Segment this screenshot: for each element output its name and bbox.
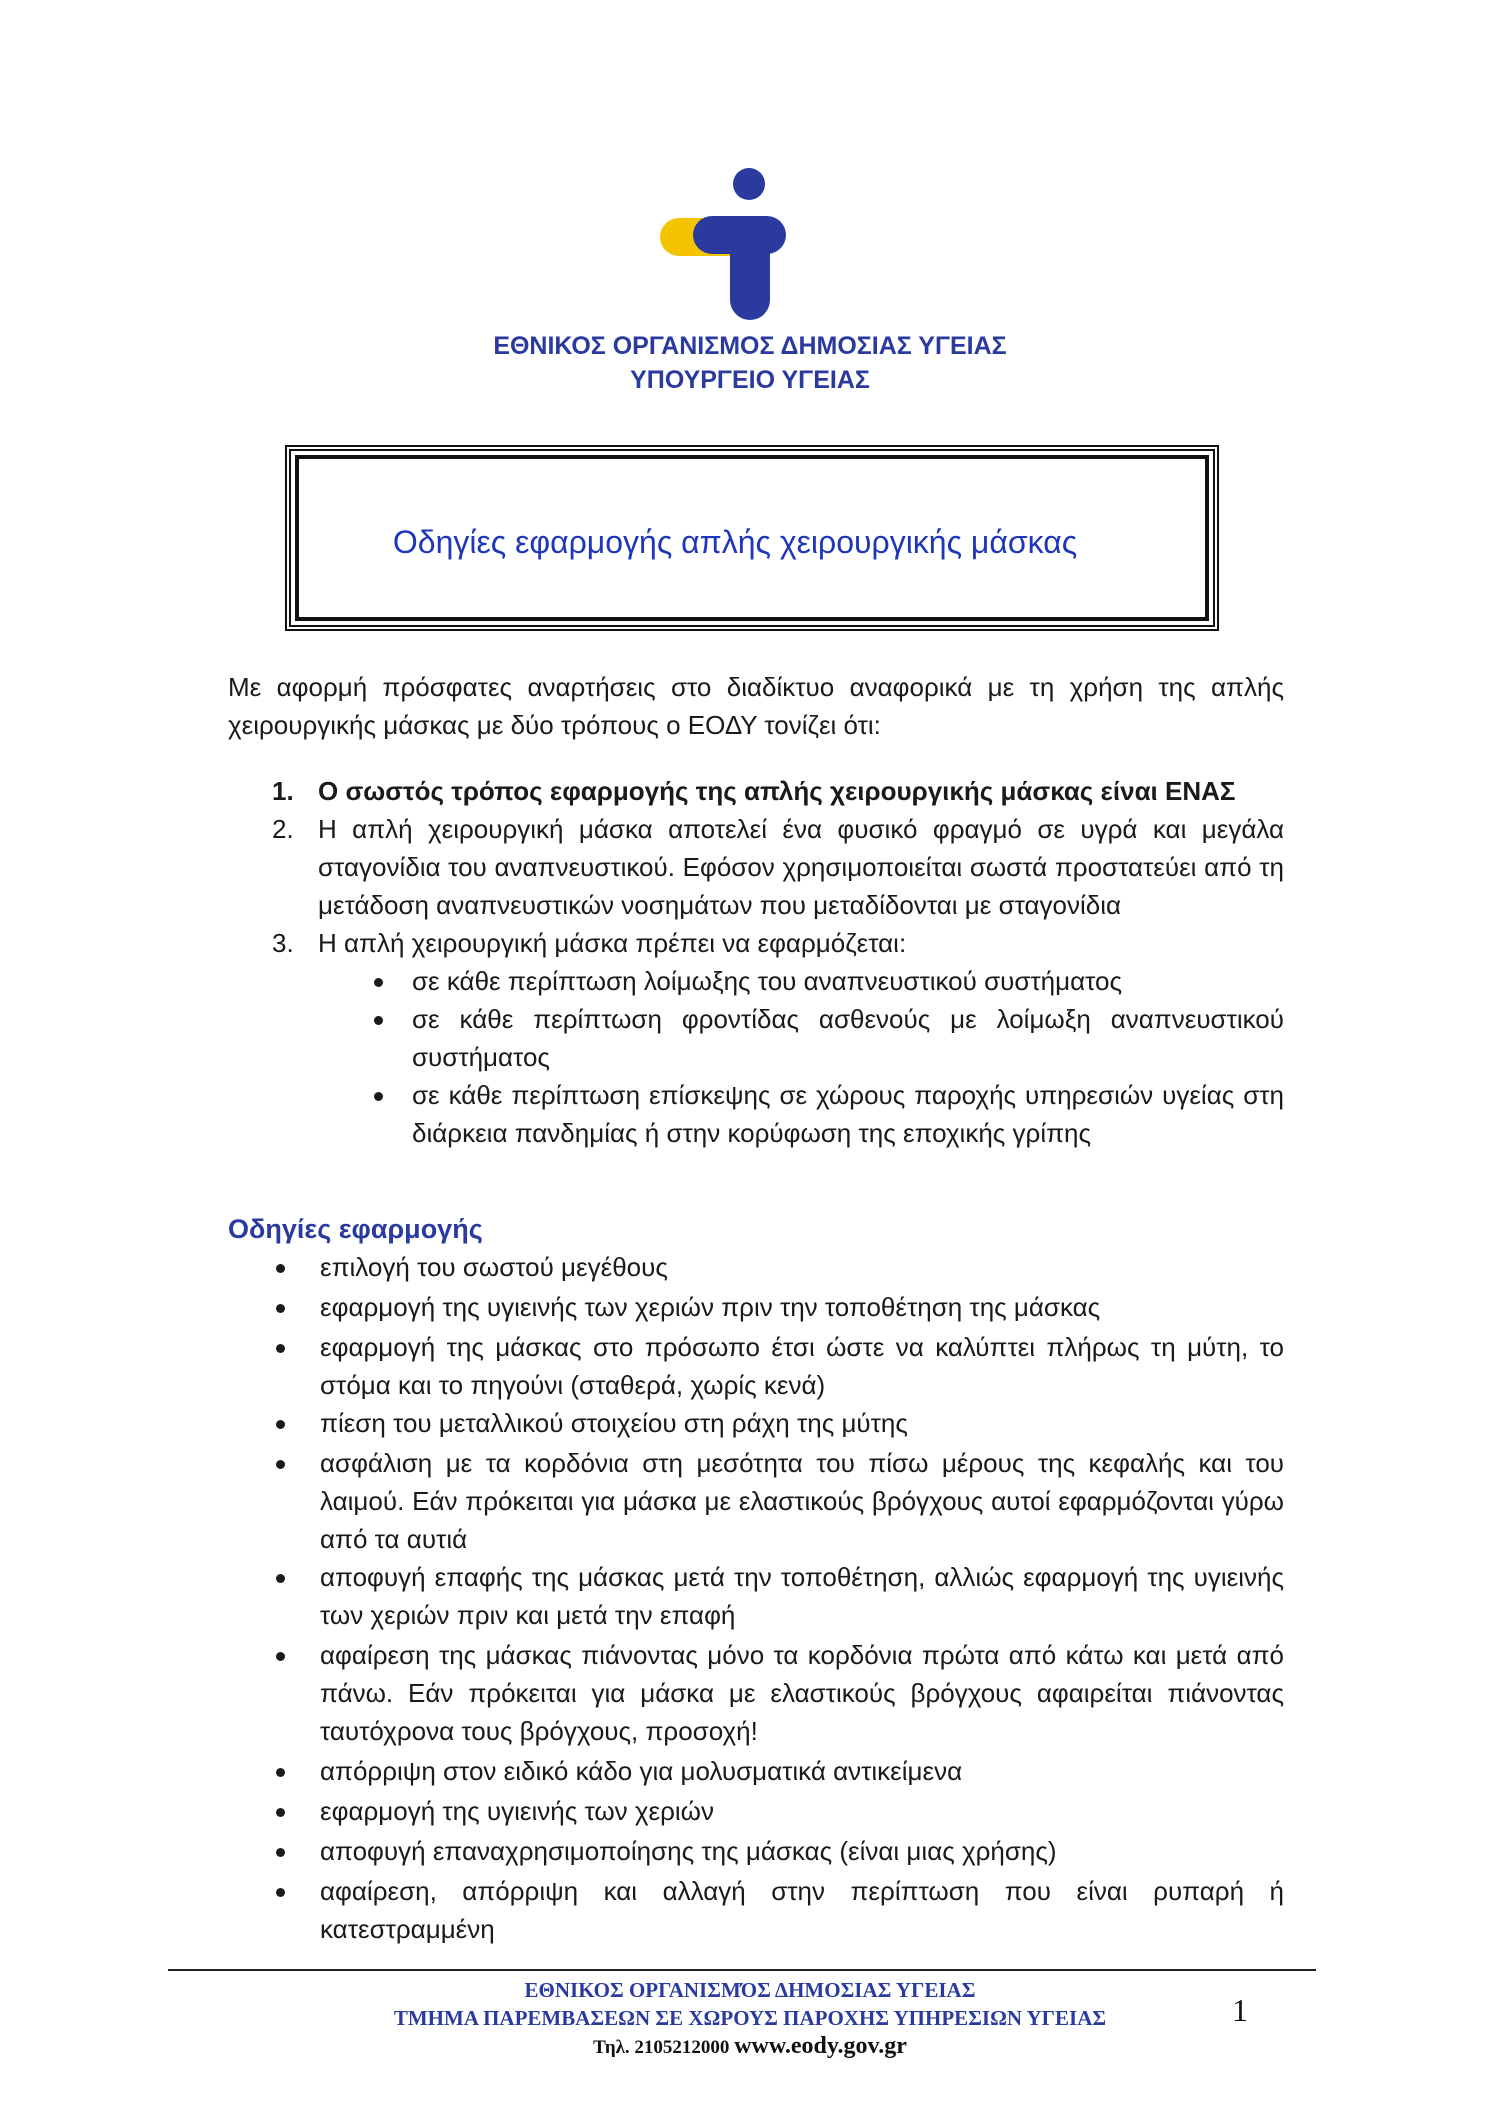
bullet-icon <box>276 1344 285 1353</box>
bullet-icon <box>276 1420 285 1429</box>
guideline-text: εφαρμογή της υγιεινής των χεριών πριν την τοποθέτηση της μάσκας <box>320 1292 1101 1322</box>
org-name: ΕΘΝΙΚΟΣ ΟΡΓΑΝΙΣΜΟΣ ΔΗΜΟΣΙΑΣ ΥΓΕΙΑΣ <box>493 332 1007 360</box>
sub-bullet-text: σε κάθε περίπτωση φροντίδας ασθενούς με λοίμωξη αναπνευστικού συστήματος <box>412 1004 1284 1072</box>
bullet-icon <box>276 1460 285 1469</box>
list-text: Η απλή χειρουργική μάσκα αποτελεί ένα φυσικό φραγμό σε υγρά και μεγάλα σταγονίδια του αναπνευστικού. Εφόσον χρησιμοποιείται σωστά προστατεύει από τη μετάδοση αναπνευστικών νοσημάτων που μεταδίδονται με σταγονίδια <box>318 814 1284 920</box>
list-number: 3. <box>272 928 294 958</box>
bullet-icon <box>276 1808 285 1817</box>
bullet-icon <box>276 1768 285 1777</box>
guideline-text: επιλογή του σωστού μεγέθους <box>320 1252 668 1282</box>
page-number: 1 <box>1232 1992 1248 2028</box>
footer-contact <box>300 2032 1200 2062</box>
bullet-icon <box>276 1574 285 1583</box>
footer-website-link[interactable]: www.eody.gov.gr <box>734 2033 907 2059</box>
bullet-icon <box>374 1092 383 1101</box>
eody-logo-icon <box>660 168 786 320</box>
sub-bullet-text: σε κάθε περίπτωση επίσκεψης σε χώρους παροχής υπηρεσιών υγείας στη διάρκεια πανδημίας ή στην κορύφωση της εποχικής γρίπης <box>412 1080 1284 1148</box>
bullet-icon <box>276 1888 285 1897</box>
guideline-text: εφαρμογή της μάσκας στο πρόσωπο έτσι ώστε να καλύπτει πλήρως τη μύτη, το στόμα και το πηγούνι (σταθερά, χωρίς κενά) <box>320 1332 1284 1400</box>
footer-department: ΤΜΗΜΑ ΠΑΡΕΜΒΑΣΕΩΝ ΣΕ ΧΩΡΟΥΣ ΠΑΡΟΧΗΣ ΥΠΗΡΕΣΙΩΝ ΥΓΕΙΑΣ <box>393 2006 1107 2030</box>
guideline-text: αποφυγή επαφής της μάσκας μετά την τοποθέτηση, αλλιώς εφαρμογή της υγιεινής των χεριών πριν και μετά την επαφή <box>320 1562 1284 1630</box>
guideline-text: αποφυγή επαναχρησιμοποίησης της μάσκας (είναι μιας χρήσης) <box>320 1836 1057 1866</box>
list-text: Ο σωστός τρόπος εφαρμογής της απλής χειρουργικής μάσκας είναι ΕΝΑΣ <box>318 776 1236 806</box>
guideline-text: αφαίρεση, απόρριψη και αλλαγή στην περίπτωση που είναι ρυπαρή ή κατεστραμμένη <box>320 1876 1284 1944</box>
list-text: Η απλή χειρουργική μάσκα πρέπει να εφαρμόζεται: <box>318 928 907 958</box>
footer-phone: Τηλ. 2105212000 <box>593 2037 730 2058</box>
list-number: 2. <box>272 814 294 844</box>
sub-bullet-text: σε κάθε περίπτωση λοίμωξης του αναπνευστικού συστήματος <box>412 966 1123 996</box>
document-title: Οδηγίες εφαρμογής απλής χειρουργικής μάσκας <box>392 524 1078 560</box>
ministry-name: ΥΠΟΥΡΓΕΙΟ ΥΓΕΙΑΣ <box>630 366 870 394</box>
bullet-icon <box>276 1264 285 1273</box>
footer-org: ΕΘΝΙΚΟΣ ΟΡΓΑΝΙΣΜΌΣ ΔΗΜΟΣΙΑΣ ΥΓΕΙΑΣ <box>524 1978 976 2002</box>
guideline-text: αφαίρεση της μάσκας πιάνοντας μόνο τα κορδόνια πρώτα από κάτω και μετά από πάνω. Εάν πρόκειται για μάσκα με ελαστικούς βρόγχους αφαιρείται πιάνοντας ταυτόχρονα τους βρόγχους, προσοχή! <box>320 1640 1284 1746</box>
guideline-text: εφαρμογή της υγιεινής των χεριών <box>320 1796 714 1826</box>
bullet-icon <box>276 1652 285 1661</box>
bullet-icon <box>276 1848 285 1857</box>
guideline-text: πίεση του μεταλλικού στοιχείου στη ράχη της μύτης <box>320 1408 908 1438</box>
guideline-text: ασφάλιση με τα κορδόνια στη μεσότητα του πίσω μέρους της κεφαλής και του λαιμού. Εάν πρόκειται για μάσκα με ελαστικούς βρόγχους αυτοί εφαρμόζονται γύρω από τα αυτιά <box>320 1448 1284 1554</box>
bullet-icon <box>276 1304 285 1313</box>
list-number: 1. <box>272 776 294 806</box>
bullet-icon <box>374 978 383 987</box>
intro-paragraph: Με αφορμή πρόσφατες αναρτήσεις στο διαδίκτυο αναφορικά με τη χρήση της απλής χειρουργικής μάσκας με δύο τρόπους ο ΕΟΔΥ τονίζει ότι: <box>228 672 1284 740</box>
guidelines-heading: Οδηγίες εφαρμογής <box>228 1214 483 1244</box>
footer-divider <box>168 1969 1316 1971</box>
bullet-icon <box>374 1016 383 1025</box>
guideline-text: απόρριψη στον ειδικό κάδο για μολυσματικά αντικείμενα <box>320 1756 963 1786</box>
